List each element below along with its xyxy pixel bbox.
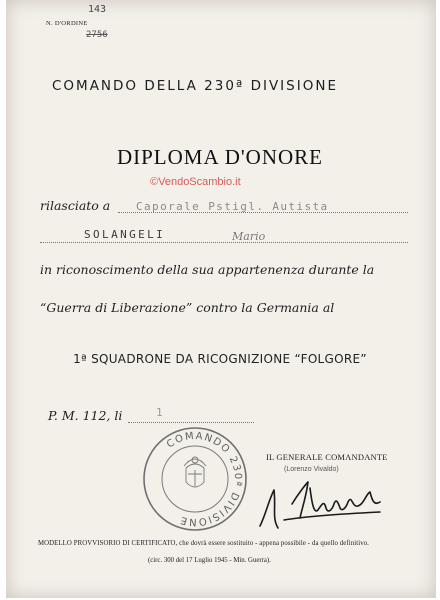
recipient-name-line xyxy=(40,242,408,243)
ordine-label: N. D'ORDINE xyxy=(46,20,88,27)
date-label: P. M. 112, li xyxy=(48,408,123,423)
ordine-number: 143 xyxy=(88,4,107,15)
date-value: 1 xyxy=(156,406,163,419)
commander-signature xyxy=(248,474,408,532)
footer-note: MODELLO PROVVISORIO DI CERTIFICATO, che dovrà essere sostituito - appena possibile - da quello definitivo. xyxy=(38,540,369,547)
commander-title: IL GENERALE COMANDANTE xyxy=(266,452,388,462)
diploma-title: DIPLOMA D'ONORE xyxy=(116,145,324,169)
recognition-line: in riconoscimento della sua appartenenza durante la xyxy=(40,262,375,277)
rilasciato-label: rilasciato a xyxy=(40,198,111,213)
war-line: “Guerra di Liberazione” contro la Germania al xyxy=(40,300,335,315)
unit-line: 1ª SQUADRONE DA RICOGNIZIONE “FOLGORE” xyxy=(73,352,367,366)
recipient-grade: Caporale Pstigl. Autista xyxy=(136,200,329,213)
ordine-struck-value: 2756 xyxy=(86,30,108,40)
recipient-name: Mario xyxy=(232,230,266,243)
commander-name: (Lorenzo Vivaldo) xyxy=(284,466,339,473)
division-header: COMANDO DELLA 230ª DIVISIONE xyxy=(52,78,338,94)
date-line xyxy=(128,422,254,423)
division-stamp xyxy=(140,424,250,534)
recipient-surname: SOLANGELI xyxy=(84,228,166,241)
footer-circular: (circ. 300 del 17 Luglio 1945 - Min. Guerra). xyxy=(148,557,271,564)
watermark: ©VendoScambio.it xyxy=(150,176,241,188)
stamp-text: COMANDO 230ª DIVISIONE xyxy=(164,430,244,528)
